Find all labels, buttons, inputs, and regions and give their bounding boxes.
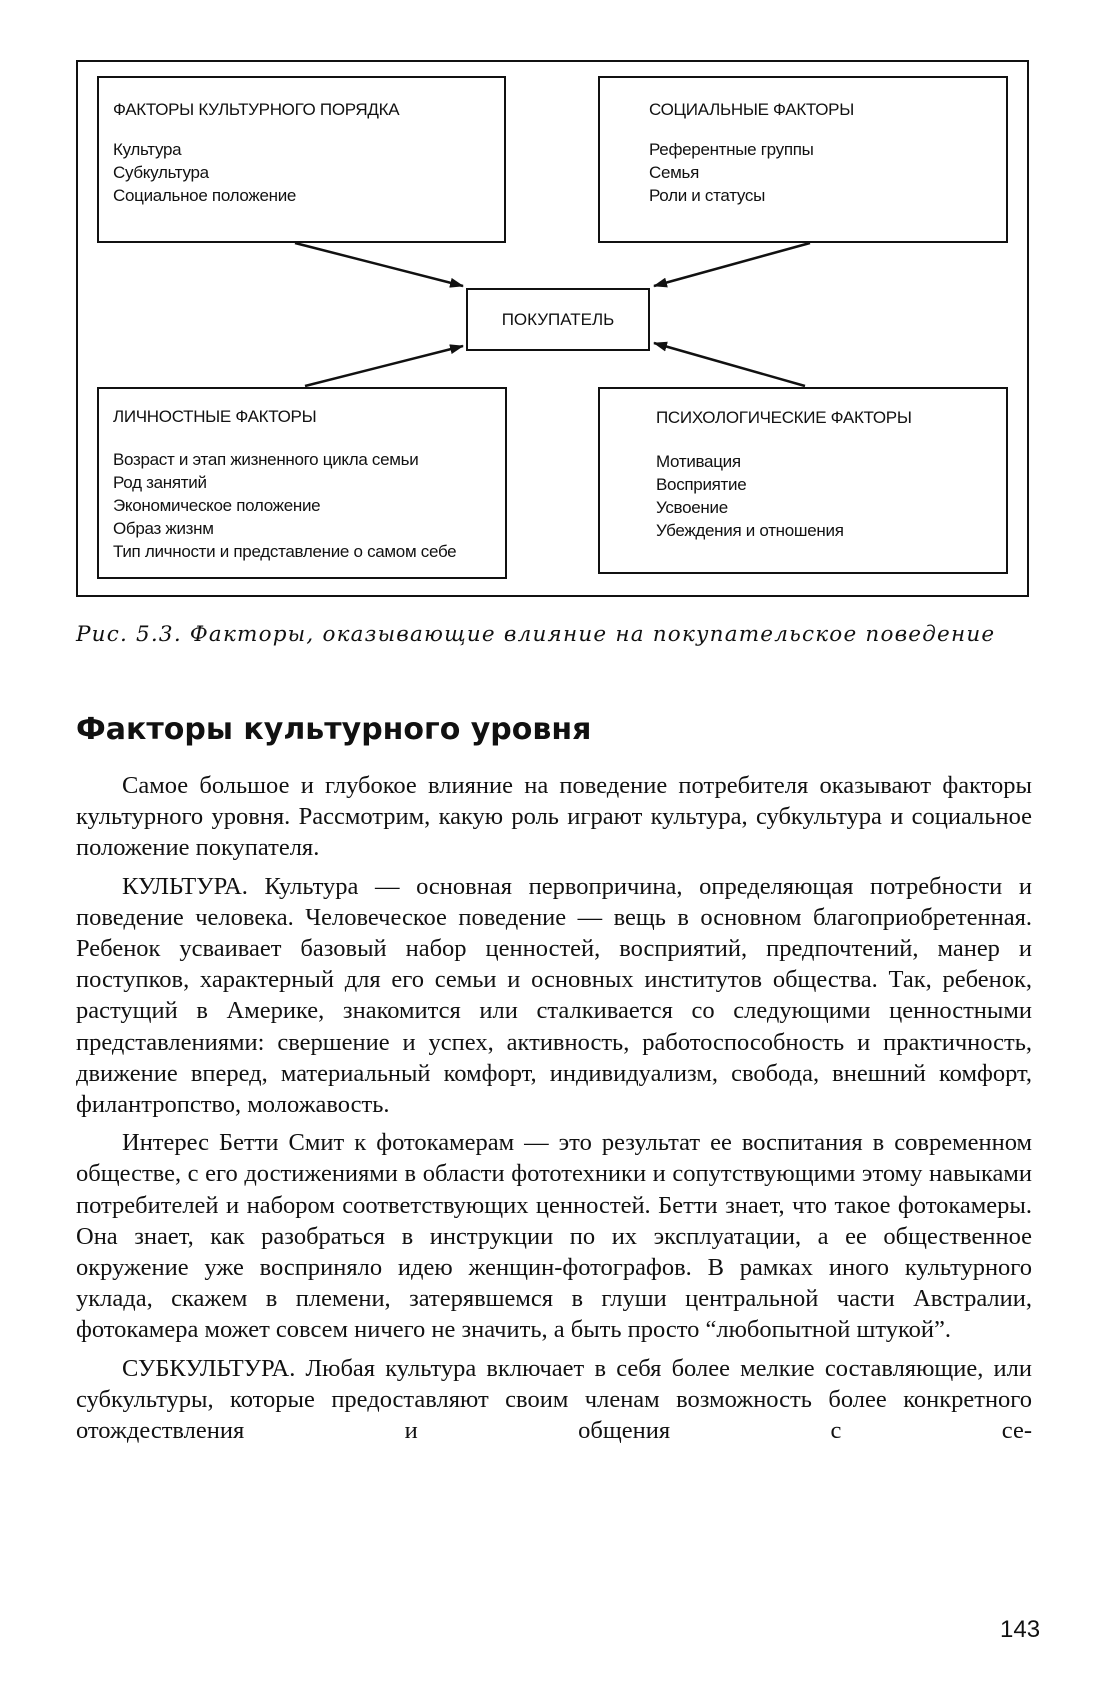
section-heading: Факторы культурного уровня bbox=[76, 712, 592, 747]
cultural-factor-item: Культура bbox=[113, 140, 182, 159]
psychological-factors-title: ПСИХОЛОГИЧЕСКИЕ ФАКТОРЫ bbox=[656, 408, 912, 427]
personal-factor-item: Род занятий bbox=[113, 473, 207, 492]
page-number: 143 bbox=[1000, 1616, 1041, 1643]
personal-factor-item: Экономическое положение bbox=[113, 496, 321, 515]
personal-factor-item: Возраст и этап жизненного цикла семьи bbox=[113, 450, 419, 469]
paragraph: КУЛЬТУРА. Культура — основная первопричина, определяющая потребности и поведение человека. Человеческое поведение — вещь в основном благоприобретенная. Ребенок усваивает базовый набор ценностей, восприятий, предпочтений, манер и поступков, характерный для его семьи и основных институтов общества. Так, ребенок, растущий в Америке, знакомится или сталкивается со следующими ценностными представлениями: свершение и успех, активность, работоспособность и практичность, движение вперед, материальный комфорт, индивидуализм, свобода, внешний комфорт, филантропство, моложавость. bbox=[76, 872, 1032, 1119]
buyer-box bbox=[466, 288, 650, 351]
psychological-factor-item: Восприятие bbox=[656, 475, 747, 494]
personal-factors-title: ЛИЧНОСТНЫЕ ФАКТОРЫ bbox=[113, 407, 317, 426]
paragraph: СУБКУЛЬТУРА. Любая культура включает в себя более мелкие составляющие, или субкультуры, которые предоставляют своим членам возможность более конкретного отождествления и общения с се- bbox=[76, 1354, 1032, 1445]
social-factors-title: СОЦИАЛЬНЫЕ ФАКТОРЫ bbox=[649, 100, 854, 119]
personal-factor-item: Тип личности и представление о самом себе bbox=[113, 542, 457, 561]
social-factor-item: Референтные группы bbox=[649, 140, 814, 159]
paragraph: Самое большое и глубокое влияние на поведение потребителя оказывают факторы культурного уровня. Рассмотрим, какую роль играют культура, субкультура и социальное положение покупателя. bbox=[76, 772, 1032, 862]
figure-caption: Рис. 5.3. Факторы, оказывающие влияние на покупательское поведение bbox=[76, 622, 996, 647]
psychological-factors-box bbox=[598, 387, 1008, 574]
cultural-factor-item: Социальное положение bbox=[113, 186, 297, 205]
cultural-factors-box bbox=[97, 76, 506, 243]
psychological-factor-item: Убеждения и отношения bbox=[656, 521, 844, 540]
social-factors-box bbox=[598, 76, 1008, 243]
paragraph: Интерес Бетти Смит к фотокамерам — это результат ее воспитания в современном обществе, с его достижениями в области фототехники и сопутствующими этому навыками потребителей и набором соответствующих ценностей. Бетти знает, что такое фотокамеры. Она знает, как разобраться в инструкции по их эксплуатации, а ее общественное окружение уже восприняло идею женщин-фотографов. В рамках иного культурного уклада, скажем в племени, затерявшемся в глуши центральной части Австралии, фотокамера может совсем ничего не значить, а быть просто “любопытной штукой”. bbox=[76, 1129, 1032, 1344]
body-text bbox=[76, 770, 1032, 1453]
social-factor-item: Роли и статусы bbox=[649, 186, 766, 205]
social-factor-item: Семья bbox=[649, 163, 699, 182]
psychological-factor-item: Мотивация bbox=[656, 452, 741, 471]
cultural-factors-title: ФАКТОРЫ КУЛЬТУРНОГО ПОРЯДКА bbox=[113, 100, 400, 119]
personal-factor-item: Образ жизнм bbox=[113, 519, 214, 538]
buyer-label: ПОКУПАТЕЛЬ bbox=[501, 310, 615, 329]
psychological-factor-item: Усвоение bbox=[656, 498, 728, 517]
personal-factors-box bbox=[97, 387, 507, 579]
cultural-factor-item: Субкультура bbox=[113, 163, 209, 182]
